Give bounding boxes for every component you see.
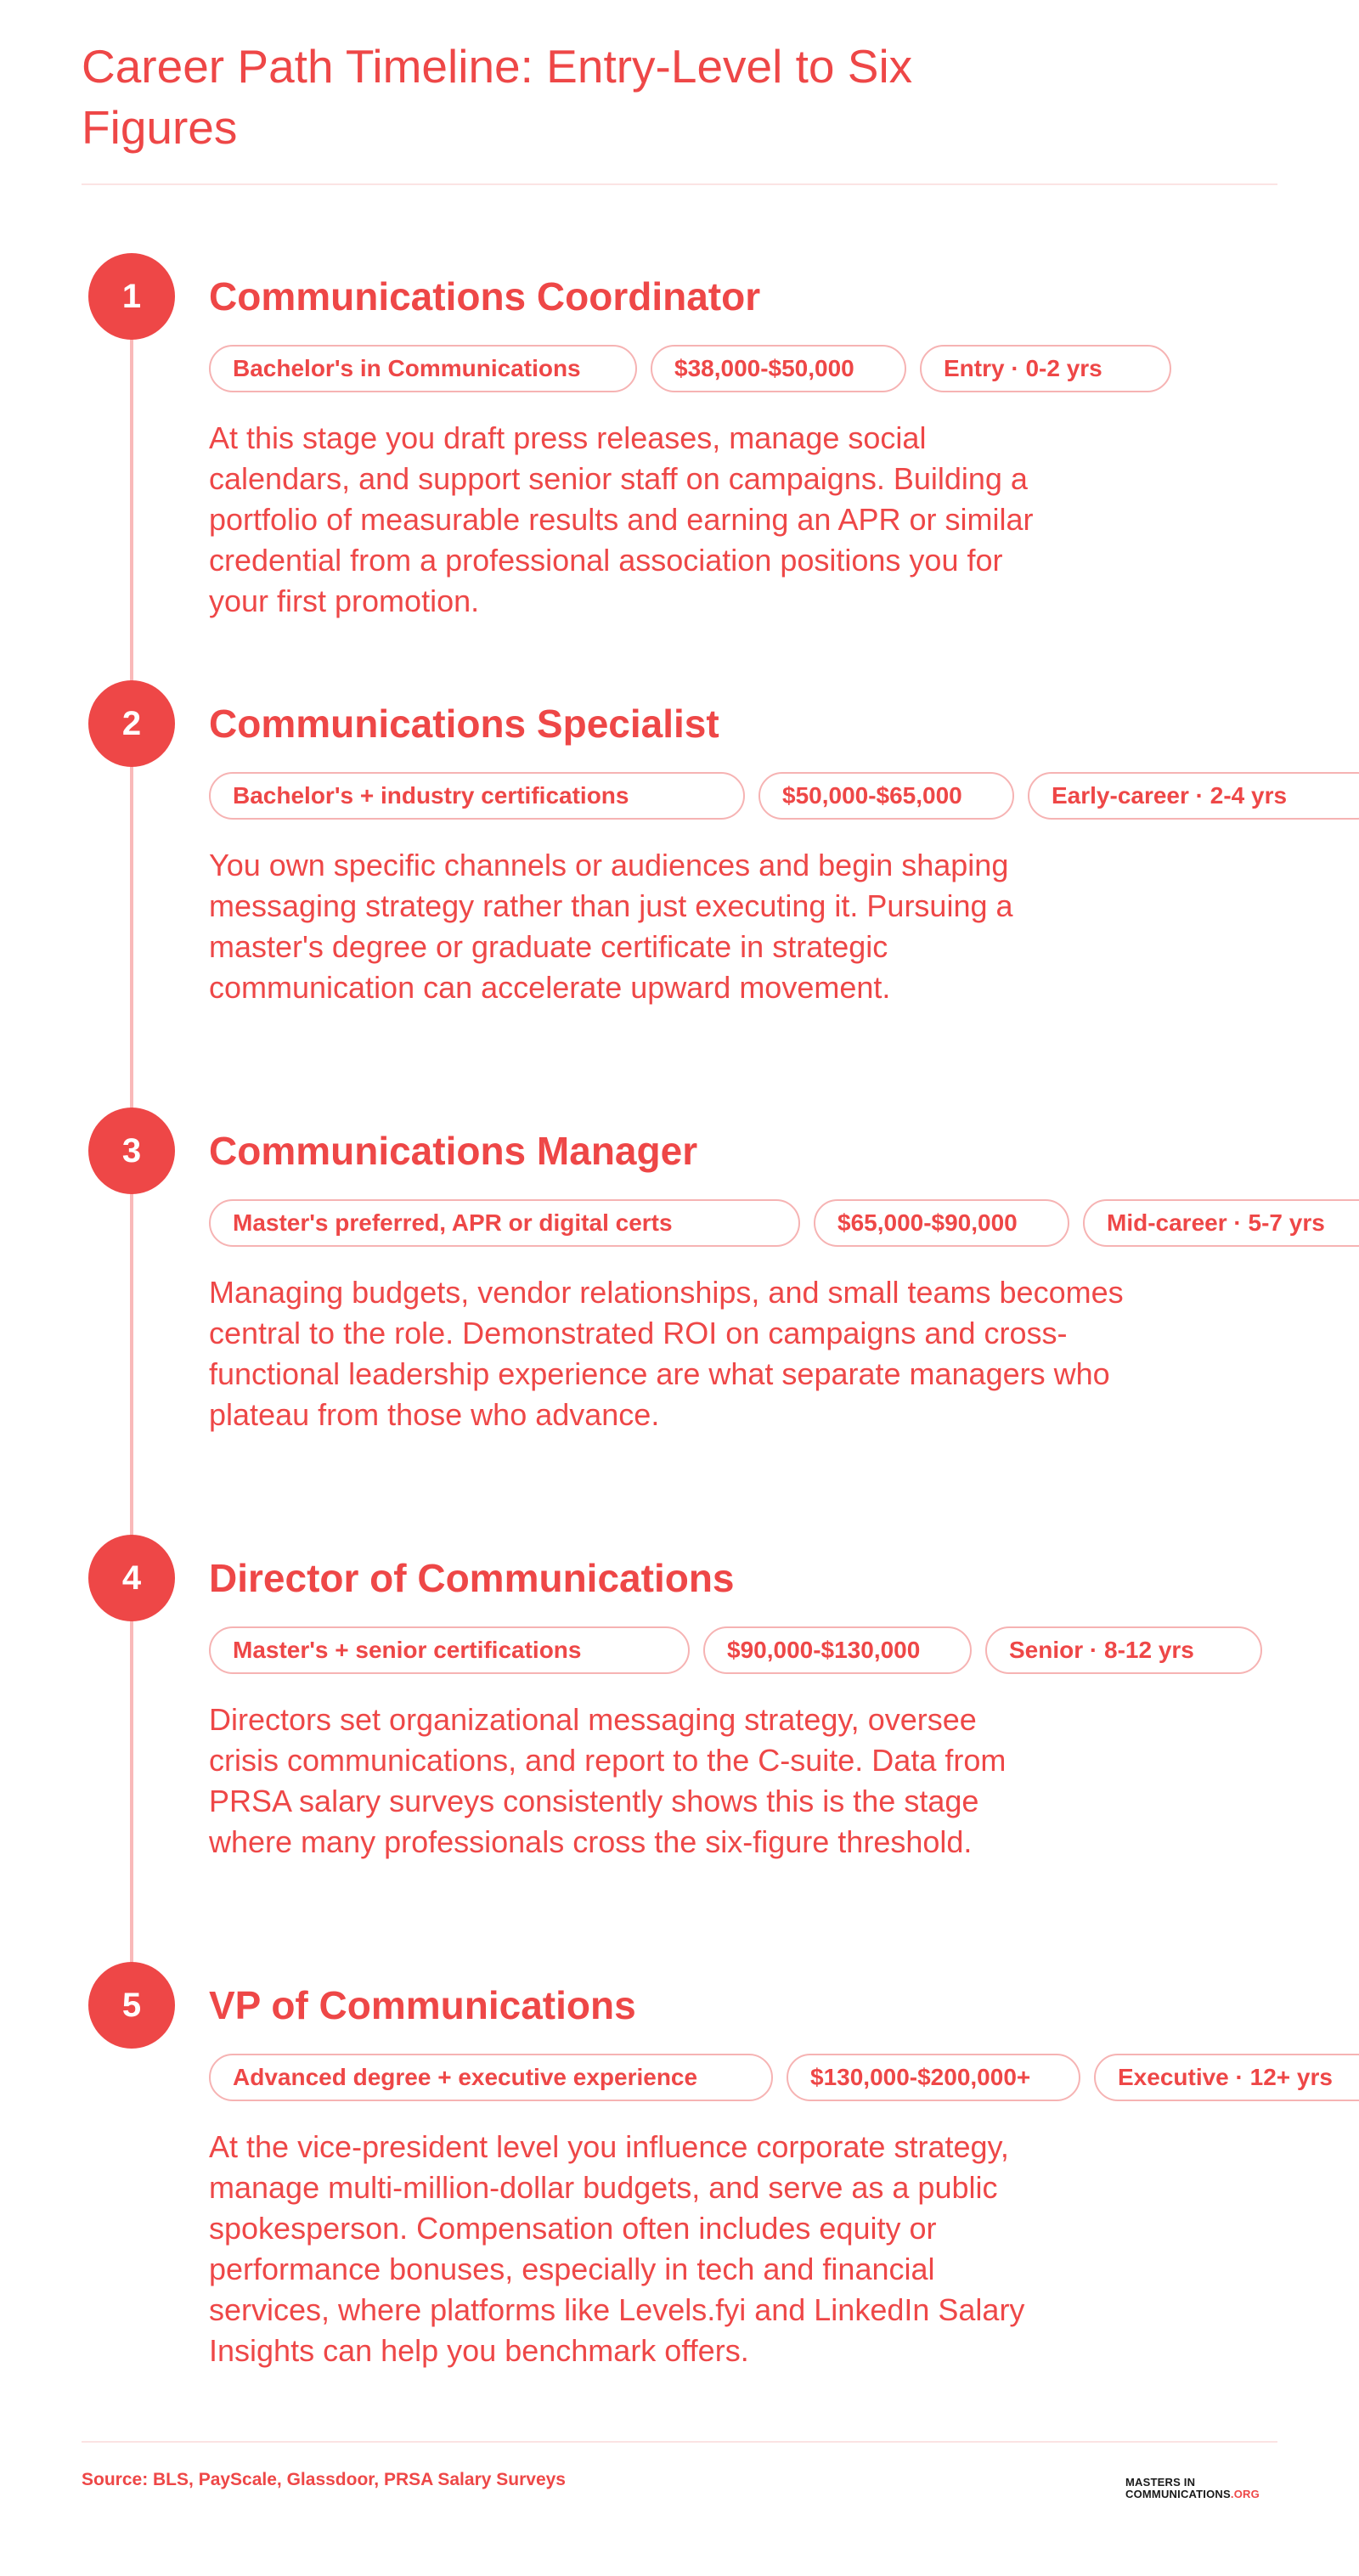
step-tags: [209, 2054, 1359, 2101]
step-description: At the vice-president level you influence corporate strategy, manage multi-million-dollar budgets, and serve as a public spokesperson. Compensation often includes equity or performance bonuses, especially in tech and financial services, where platforms like Levels.fyi and LinkedIn Salary Insights can help you benchmark offers.: [209, 2129, 1025, 2368]
salary-tag: $130,000-$200,000+: [787, 2054, 1080, 2101]
logo-suffix: .ORG: [1230, 2488, 1260, 2500]
salary-tag: $65,000-$90,000: [814, 1199, 1069, 1247]
step-title: VP of Communications: [209, 1983, 636, 2027]
brand-logo: [1125, 2477, 1260, 2500]
step-tags: [209, 1199, 1359, 1247]
header-divider: [82, 183, 1277, 185]
step-title: Communications Manager: [209, 1129, 698, 1173]
source-note: Source: BLS, PayScale, Glassdoor, PRSA Salary Surveys: [82, 2470, 566, 2489]
experience-tag: Entry · 0-2 yrs: [920, 345, 1171, 392]
step-number-badge: 2: [88, 680, 175, 767]
experience-tag: Early-career · 2-4 yrs: [1028, 772, 1359, 820]
step-tags: [209, 772, 1359, 820]
footer-divider: [82, 2441, 1277, 2443]
experience-tag: Executive · 12+ yrs: [1094, 2054, 1359, 2101]
step-number-badge: 4: [88, 1535, 175, 1621]
step-tags: [209, 345, 1171, 392]
step-number-badge: 1: [88, 253, 175, 340]
step-description: Directors set organizational messaging strategy, oversee crisis communications, and report to the C-suite. Data from PRSA salary surveys consistently shows this is the stage where many professionals cross the six-figure threshold.: [209, 1702, 1007, 1859]
logo-line-2: [1125, 2489, 1260, 2500]
step-tags: [209, 1626, 1262, 1674]
step-number-badge: 5: [88, 1962, 175, 2049]
education-tag: Bachelor's in Communications: [209, 345, 637, 392]
step-description: You own specific channels or audiences and begin shaping messaging strategy rather than just executing it. Pursuing a master's degree or graduate certificate in strategic communication can accelerate upward movement.: [209, 848, 1013, 1005]
education-tag: Master's + senior certifications: [209, 1626, 690, 1674]
salary-tag: $90,000-$130,000: [703, 1626, 972, 1674]
experience-tag: Senior · 8-12 yrs: [985, 1626, 1262, 1674]
experience-tag: Mid-career · 5-7 yrs: [1083, 1199, 1359, 1247]
step-description: Managing budgets, vendor relationships, and small teams becomes central to the role. Demonstrated ROI on campaigns and cross-functional leadership experience are what separate managers who plateau from those who advance.: [209, 1275, 1124, 1432]
education-tag: Bachelor's + industry certifications: [209, 772, 745, 820]
step-description: At this stage you draft press releases, manage social calendars, and support senior staff on campaigns. Building a portfolio of measurable results and earning an APR or similar credential from a professional association positions you for your first promotion.: [209, 420, 1034, 618]
logo-word: COMMUNICATIONS: [1125, 2488, 1231, 2500]
step-title: Communications Specialist: [209, 702, 719, 746]
salary-tag: $38,000-$50,000: [651, 345, 906, 392]
logo-line-1: MASTERS IN: [1125, 2476, 1196, 2489]
step-title: Director of Communications: [209, 1556, 735, 1600]
education-tag: Master's preferred, APR or digital certs: [209, 1199, 800, 1247]
step-number-badge: 3: [88, 1108, 175, 1194]
page-title: Career Path Timeline: Entry-Level to Six Figures: [82, 40, 913, 154]
step-title: Communications Coordinator: [209, 274, 761, 318]
education-tag: Advanced degree + executive experience: [209, 2054, 773, 2101]
salary-tag: $50,000-$65,000: [758, 772, 1014, 820]
